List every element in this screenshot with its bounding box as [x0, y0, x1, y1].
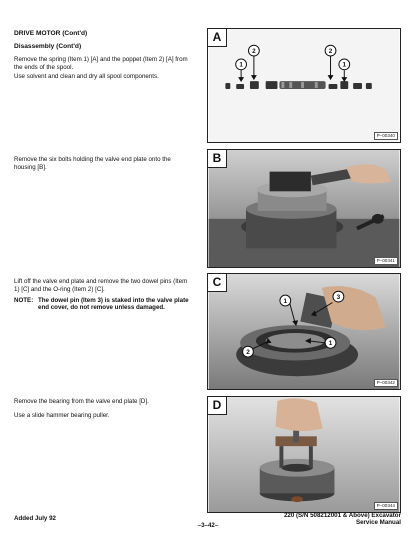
- dowel-pins-oring-photo: [208, 274, 400, 389]
- valve-end-plate-photo: [208, 150, 400, 267]
- spool-components-photo: [208, 29, 400, 142]
- footer-date: Added July 92: [14, 515, 56, 522]
- figure-a-code: P–00340: [374, 132, 398, 140]
- figure-c: [207, 273, 401, 390]
- callout-c-2: 3: [336, 293, 341, 301]
- callout-a-1: 2: [252, 47, 256, 55]
- footer-manual-title: [284, 512, 401, 526]
- step-a-text-2: Use solvent and clean and dry all spool components.: [14, 73, 159, 80]
- step-b-text: Remove the six bolts holding the valve end plate onto the housing [B].: [14, 156, 171, 171]
- step-d-text-1: Remove the bearing from the valve end plate [D].: [14, 398, 149, 405]
- callout-a-3: 2: [328, 47, 333, 55]
- callout-c-1: 1: [283, 297, 288, 305]
- bearing-puller-photo: [208, 397, 400, 512]
- callout-a-2: 1: [239, 61, 243, 69]
- callout-a-4: 1: [342, 61, 347, 69]
- section-title: DRIVE MOTOR (Cont'd): [14, 30, 88, 37]
- footer-page-number: –3–42–: [197, 522, 219, 529]
- figure-d-letter: D: [208, 397, 227, 415]
- step-a-text-1: Remove the spring (Item 1) [A] and the poppet (Item 2) [A] from the ends of the spool.: [14, 56, 188, 71]
- figure-d: [207, 396, 401, 513]
- figure-a: [207, 28, 401, 143]
- note-text: The dowel pin (Item 3) is staked into the valve plate end cover, do not remove unless damaged.: [38, 297, 189, 312]
- figure-d-code: P–00344: [374, 502, 398, 510]
- figure-c-code: P–00342: [374, 379, 398, 387]
- subsection-title: Disassembly (Cont'd): [14, 43, 82, 50]
- callout-c-4: 1: [328, 340, 333, 348]
- figure-c-letter: C: [208, 274, 227, 292]
- figure-b-code: P–00341: [374, 257, 398, 265]
- figure-a-letter: A: [208, 29, 227, 47]
- figure-b: [207, 149, 401, 268]
- footer-model: 220 (S/N 508212001 & Above) Excavator: [283, 512, 401, 519]
- step-d-text-2: Use a slide hammer bearing puller.: [14, 412, 110, 419]
- figure-b-letter: B: [208, 150, 227, 168]
- note-label: NOTE:: [14, 297, 34, 304]
- step-c-text: Lift off the valve end plate and remove the two dowel pins (Item 1) [C] and the O-ring (Item 2) [C].: [14, 278, 188, 293]
- step-c-note: [14, 297, 194, 312]
- callout-c-3: 2: [246, 349, 250, 357]
- footer-manual: Service Manual: [355, 519, 401, 526]
